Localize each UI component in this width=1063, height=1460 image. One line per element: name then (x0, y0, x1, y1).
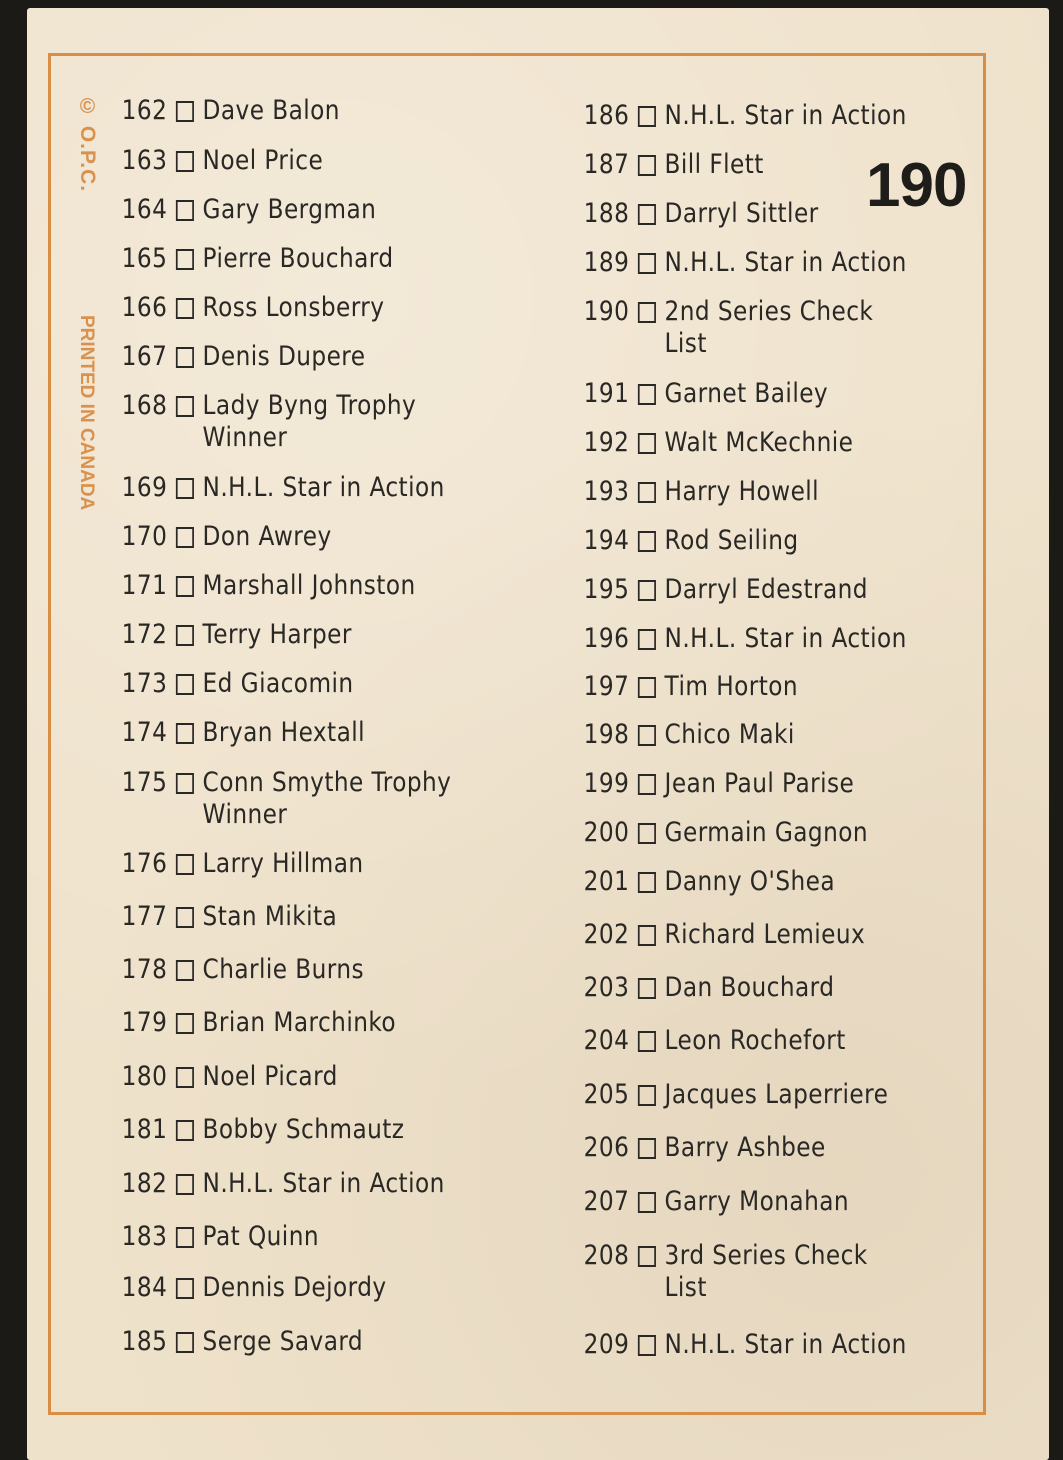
checkbox[interactable] (638, 1192, 656, 1213)
checkbox[interactable] (638, 302, 656, 323)
checkbox[interactable] (176, 1013, 194, 1034)
checklist-entry (120, 717, 529, 749)
card-num: 203 (583, 972, 630, 1003)
card-num: 185 (121, 1326, 168, 1357)
checklist-entry (582, 671, 991, 703)
checkbox[interactable] (638, 978, 656, 999)
checklist-entry (120, 390, 461, 454)
card-num: 195 (583, 574, 630, 605)
card-title: Terry Harper (202, 619, 352, 650)
card-num: 176 (121, 848, 168, 879)
checklist-entry (120, 1221, 529, 1253)
checkbox[interactable] (176, 1278, 194, 1299)
checkbox[interactable] (176, 674, 194, 695)
card-num: 183 (121, 1221, 168, 1252)
checklist-entry (582, 972, 991, 1004)
card-title: N.H.L. Star in Action (664, 623, 907, 654)
checklist-entry (120, 145, 529, 177)
checkbox[interactable] (638, 433, 656, 454)
checklist-entry (582, 296, 901, 360)
card-title: Brian Marchinko (202, 1007, 397, 1038)
checklist-entry (582, 919, 991, 951)
checkbox[interactable] (176, 200, 194, 221)
card-title: Danny O'Shea (664, 866, 836, 897)
card-title: Germain Gagnon (664, 817, 869, 848)
checkbox[interactable] (176, 1174, 194, 1195)
card-num: 207 (583, 1186, 630, 1217)
card-num: 166 (121, 292, 168, 323)
card-num: 192 (583, 427, 630, 458)
card-title: 3rd Series Check List (664, 1240, 868, 1303)
card-num: 208 (583, 1240, 630, 1271)
card-title: Bobby Schmautz (202, 1114, 405, 1145)
checklist-entry (582, 1025, 991, 1057)
card-num: 173 (121, 668, 168, 699)
card-number: 190 (866, 151, 967, 220)
checkbox[interactable] (638, 1335, 656, 1356)
checklist-entry (120, 1007, 529, 1039)
checklist-entry (120, 954, 529, 986)
card-title: Larry Hillman (202, 848, 364, 879)
checkbox[interactable] (638, 1085, 656, 1106)
checkbox[interactable] (638, 384, 656, 405)
checklist-entry (120, 1061, 529, 1093)
checkbox[interactable] (176, 1120, 194, 1141)
card-num: 186 (583, 100, 630, 131)
checklist-entry (582, 719, 991, 751)
checklist-entry (120, 194, 529, 226)
checkbox[interactable] (638, 253, 656, 274)
checkbox[interactable] (176, 907, 194, 928)
card-title: Dave Balon (202, 95, 340, 126)
card-title: Noel Picard (202, 1061, 338, 1092)
checkbox[interactable] (176, 1067, 194, 1088)
card-title: Lady Byng Trophy Winner (202, 390, 417, 453)
card-title: Ed Giacomin (202, 668, 354, 699)
card-num: 172 (121, 619, 168, 650)
card-num: 175 (121, 767, 168, 798)
checklist-entry (120, 848, 529, 880)
card-title: Serge Savard (202, 1326, 364, 1357)
checkbox[interactable] (176, 298, 194, 319)
checklist-entry (120, 668, 529, 700)
checkbox[interactable] (638, 1246, 656, 1267)
card-num: 162 (121, 95, 168, 126)
card-title: Tim Horton (664, 671, 799, 702)
card-title: Noel Price (202, 145, 324, 176)
card-title: Jean Paul Parise (664, 768, 855, 799)
card-num: 206 (583, 1132, 630, 1163)
card-title: Rod Seiling (664, 525, 799, 556)
checklist-entry (582, 149, 991, 181)
card-title: Marshall Johnston (202, 570, 416, 601)
card-num: 202 (583, 919, 630, 950)
card-num: 187 (583, 149, 630, 180)
card-title: Darryl Sittler (664, 198, 819, 229)
card-title: Chico Maki (664, 719, 795, 750)
card-num: 194 (583, 525, 630, 556)
card-num: 170 (121, 521, 168, 552)
checkbox[interactable] (638, 925, 656, 946)
card-num: 200 (583, 817, 630, 848)
checklist-entry (120, 1168, 529, 1200)
checkbox[interactable] (176, 576, 194, 597)
checkbox[interactable] (638, 774, 656, 795)
side-imprint (75, 95, 105, 565)
card-num: 181 (121, 1114, 168, 1145)
checklist-entry (582, 1079, 991, 1111)
card-num: 196 (583, 623, 630, 654)
checkbox[interactable] (638, 872, 656, 893)
checklist-entry (120, 1114, 529, 1146)
card-title: Don Awrey (202, 521, 332, 552)
checkbox[interactable] (176, 101, 194, 122)
card-num: 197 (583, 671, 630, 702)
checkbox[interactable] (638, 1138, 656, 1159)
checkbox[interactable] (638, 580, 656, 601)
checklist-entry (582, 198, 991, 230)
card-title: Pierre Bouchard (202, 243, 394, 274)
card-title: Bill Flett (664, 149, 764, 180)
card-num: 190 (583, 296, 630, 327)
card-num: 201 (583, 866, 630, 897)
checklist-entry (120, 95, 529, 127)
card-num: 199 (583, 768, 630, 799)
card-num: 177 (121, 901, 168, 932)
checklist-entry (120, 472, 529, 504)
card-num: 179 (121, 1007, 168, 1038)
card-title: Garry Monahan (664, 1186, 850, 1217)
card-num: 182 (121, 1168, 168, 1199)
card-title: N.H.L. Star in Action (202, 1168, 445, 1199)
checklist-entry (120, 619, 529, 651)
card-title: N.H.L. Star in Action (202, 472, 445, 503)
checkbox[interactable] (176, 151, 194, 172)
card-title: Ross Lonsberry (202, 292, 385, 323)
checkbox[interactable] (638, 155, 656, 176)
checklist-entry (582, 866, 991, 898)
card-title: Garnet Bailey (664, 378, 829, 409)
printed-in-text: PRINTED IN CANADA (76, 315, 97, 511)
card-num: 163 (121, 145, 168, 176)
checklist-entry (582, 817, 991, 849)
checkbox[interactable] (638, 1031, 656, 1052)
checklist-entry (120, 341, 529, 373)
checklist-entry (582, 1186, 991, 1218)
copyright-text: © O.P.C. (76, 95, 99, 193)
checklist-entry (120, 767, 478, 831)
checkbox[interactable] (176, 396, 194, 417)
checklist-entry (582, 1132, 991, 1164)
checklist-entry (120, 521, 529, 553)
checkbox[interactable] (176, 249, 194, 270)
card-title: 2nd Series Check List (664, 296, 874, 359)
checkbox[interactable] (176, 1227, 194, 1248)
checkbox[interactable] (176, 625, 194, 646)
checklist-entry (582, 1329, 991, 1361)
card-title: Leon Rochefort (664, 1025, 846, 1056)
checklist-entry (582, 623, 991, 655)
card-title: Gary Bergman (202, 194, 377, 225)
card-num: 180 (121, 1061, 168, 1092)
card-num: 168 (121, 390, 168, 421)
checkbox[interactable] (638, 106, 656, 127)
card-num: 205 (583, 1079, 630, 1110)
card-title: Harry Howell (664, 476, 820, 507)
checkbox[interactable] (638, 725, 656, 746)
checkbox[interactable] (176, 773, 194, 794)
checkbox[interactable] (638, 823, 656, 844)
card-num: 184 (121, 1272, 168, 1303)
card-num: 178 (121, 954, 168, 985)
checklist-entry (582, 768, 991, 800)
checklist-entry (120, 1326, 529, 1358)
card-title: Conn Smythe Trophy Winner (202, 767, 452, 830)
card-title: Barry Ashbee (664, 1132, 826, 1163)
checklist-entry (582, 574, 991, 606)
card-title: Jacques Laperriere (664, 1079, 889, 1110)
card-num: 174 (121, 717, 168, 748)
card-title: Walt McKechnie (664, 427, 854, 458)
card-title: Denis Dupere (202, 341, 366, 372)
card-num: 191 (583, 378, 630, 409)
card-title: N.H.L. Star in Action (664, 100, 907, 131)
checkbox[interactable] (176, 347, 194, 368)
checklist-entry (120, 243, 529, 275)
checkbox[interactable] (638, 677, 656, 698)
card-num: 204 (583, 1025, 630, 1056)
checklist-entry (120, 292, 529, 324)
card-title: Dan Bouchard (664, 972, 835, 1003)
checklist-entry (582, 1240, 888, 1304)
card-num: 169 (121, 472, 168, 503)
checkbox[interactable] (176, 854, 194, 875)
card-title: Dennis Dejordy (202, 1272, 387, 1303)
card-title: N.H.L. Star in Action (664, 1329, 907, 1360)
card-num: 209 (583, 1329, 630, 1360)
card-title: Stan Mikita (202, 901, 338, 932)
checkbox[interactable] (638, 482, 656, 503)
card-title: Richard Lemieux (664, 919, 866, 950)
card-num: 171 (121, 570, 168, 601)
checklist-entry (582, 525, 991, 557)
card-title: Pat Quinn (202, 1221, 319, 1252)
card-title: N.H.L. Star in Action (664, 247, 907, 278)
checklist-entry (120, 1272, 529, 1304)
card-num: 188 (583, 198, 630, 229)
checkbox[interactable] (176, 723, 194, 744)
checklist-entry (582, 378, 991, 410)
card-num: 189 (583, 247, 630, 278)
checklist-entry (582, 427, 991, 459)
checkbox[interactable] (176, 1332, 194, 1353)
card-num: 198 (583, 719, 630, 750)
checkbox[interactable] (176, 478, 194, 499)
checklist-entry (582, 100, 991, 132)
checkbox[interactable] (638, 204, 656, 225)
card-num: 167 (121, 341, 168, 372)
checklist-entry (120, 570, 529, 602)
card-num: 193 (583, 476, 630, 507)
checkbox[interactable] (176, 527, 194, 548)
checkbox[interactable] (638, 531, 656, 552)
checkbox[interactable] (638, 629, 656, 650)
card-title: Darryl Edestrand (664, 574, 868, 605)
card-title: Bryan Hextall (202, 717, 366, 748)
card-num: 164 (121, 194, 168, 225)
card-title: Charlie Burns (202, 954, 365, 985)
checklist-entry (120, 901, 529, 933)
card-num: 165 (121, 243, 168, 274)
checkbox[interactable] (176, 960, 194, 981)
checklist-entry (582, 247, 991, 279)
checklist-entry (582, 476, 991, 508)
